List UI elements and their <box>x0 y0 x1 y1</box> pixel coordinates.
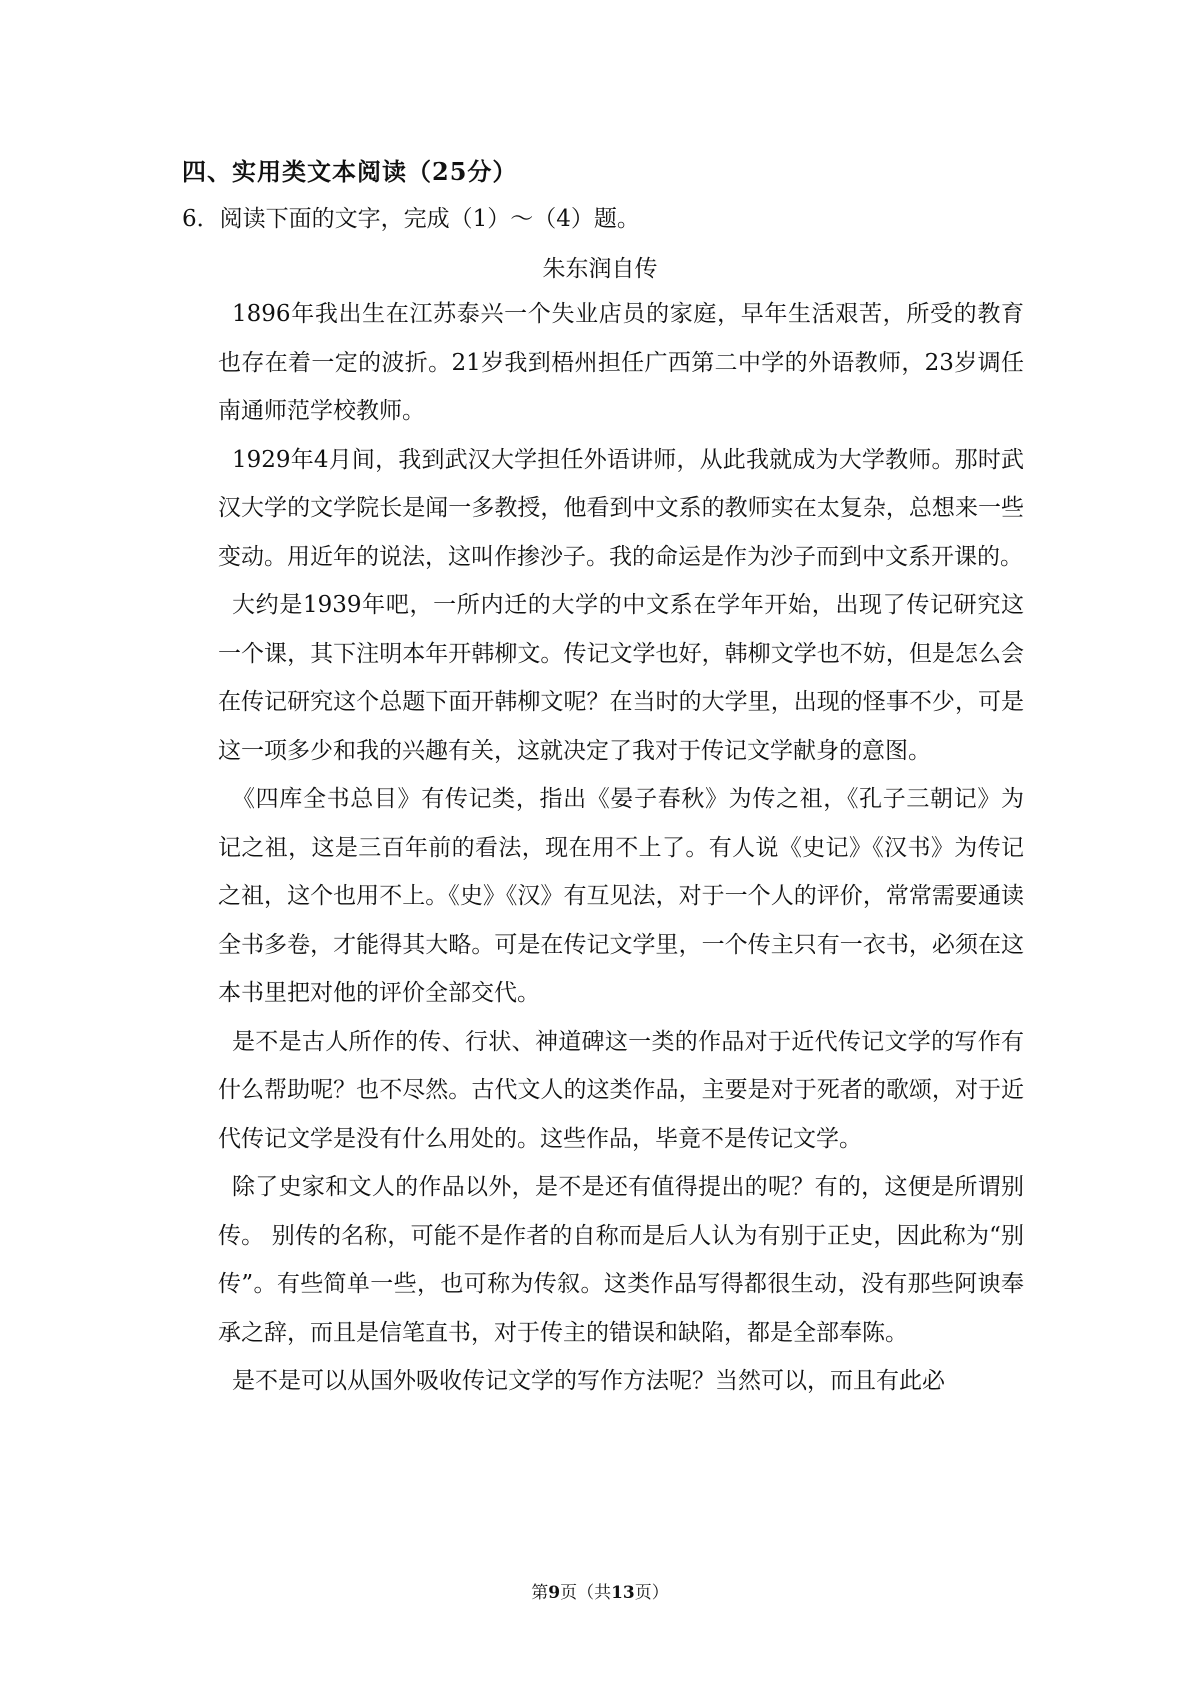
article-paragraph-7: 是不是可以从国外吸收传记文学的写作方法呢？当然可以，而且有此必 <box>232 1368 945 1394</box>
page-number-footer <box>0 1578 1200 1603</box>
section-heading: 四、实用类文本阅读（25分） <box>182 157 518 186</box>
article-paragraph-6: 除了史家和文人的作品以外，是不是还有值得提出的呢？有的，这便是所谓别传。 别传的名称，可能不是作者的自称而是后人认为有别于正史，因此称为“别传”。有些简单一些，也可称为传叙。这类作品写得都很生动，没有那些阿谀奉承之辞，而且是信笔直书，对于传主的错误和缺陷，都是全部奉陈。 <box>218 1174 1024 1346</box>
footer-middle: 页（共 <box>560 1583 612 1603</box>
question-prompt: 6．阅读下面的文字，完成（1）～（4）题。 <box>182 206 640 232</box>
article-paragraph-3: 大约是1939年吧，一所内迁的大学的中文系在学年开始，出现了传记研究这一个课，其下注明本年开韩柳文。传记文学也好，韩柳文学也不妨，但是怎么会在传记研究这个总题下面开韩柳文呢？在当时的大学里，出现的怪事不少，可是这一项多少和我的兴趣有关，这就决定了我对于传记文学献身的意图。 <box>218 592 1024 764</box>
article-paragraph-1: 1896年我出生在江苏泰兴一个失业店员的家庭，早年生活艰苦，所受的教育也存在着一定的波折。21岁我到梧州担任广西第二中学的外语教师，23岁调任南通师范学校教师。 <box>218 301 1024 424</box>
article-paragraph-4: 《四库全书总目》有传记类，指出《晏子春秋》为传之祖，《孔子三朝记》为记之祖，这是三百年前的看法，现在用不上了。有人说《史记》《汉书》为传记之祖，这个也用不上。《史》《汉》有互见法，对于一个人的评价，常常需要通读全书多卷，才能得其大略。可是在传记文学里，一个传主只有一衣书，必须在这本书里把对他的评价全部交代。 <box>218 786 1024 1006</box>
article-body <box>218 290 1024 1406</box>
footer-prefix: 第 <box>531 1583 549 1603</box>
current-page-number: 9 <box>548 1583 561 1603</box>
article-paragraph-2: 1929年4月间，我到武汉大学担任外语讲师，从此我就成为大学教师。那时武汉大学的文学院长是闻一多教授，他看到中文系的教师实在太复杂，总想来一些变动。用近年的说法，这叫作掺沙子。我的命运是作为沙子而到中文系开课的。 <box>218 446 1024 570</box>
article-title: 朱东润自传 <box>542 256 658 282</box>
footer-suffix: 页） <box>634 1583 669 1603</box>
total-page-number: 13 <box>611 1583 635 1603</box>
article-paragraph-5: 是不是古人所作的传、行状、神道碑这一类的作品对于近代传记文学的写作有什么帮助呢？也不尽然。古代文人的这类作品，主要是对于死者的歌颂，对于近代传记文学是没有什么用处的。这些作品，毕竟不是传记文学。 <box>218 1028 1024 1152</box>
